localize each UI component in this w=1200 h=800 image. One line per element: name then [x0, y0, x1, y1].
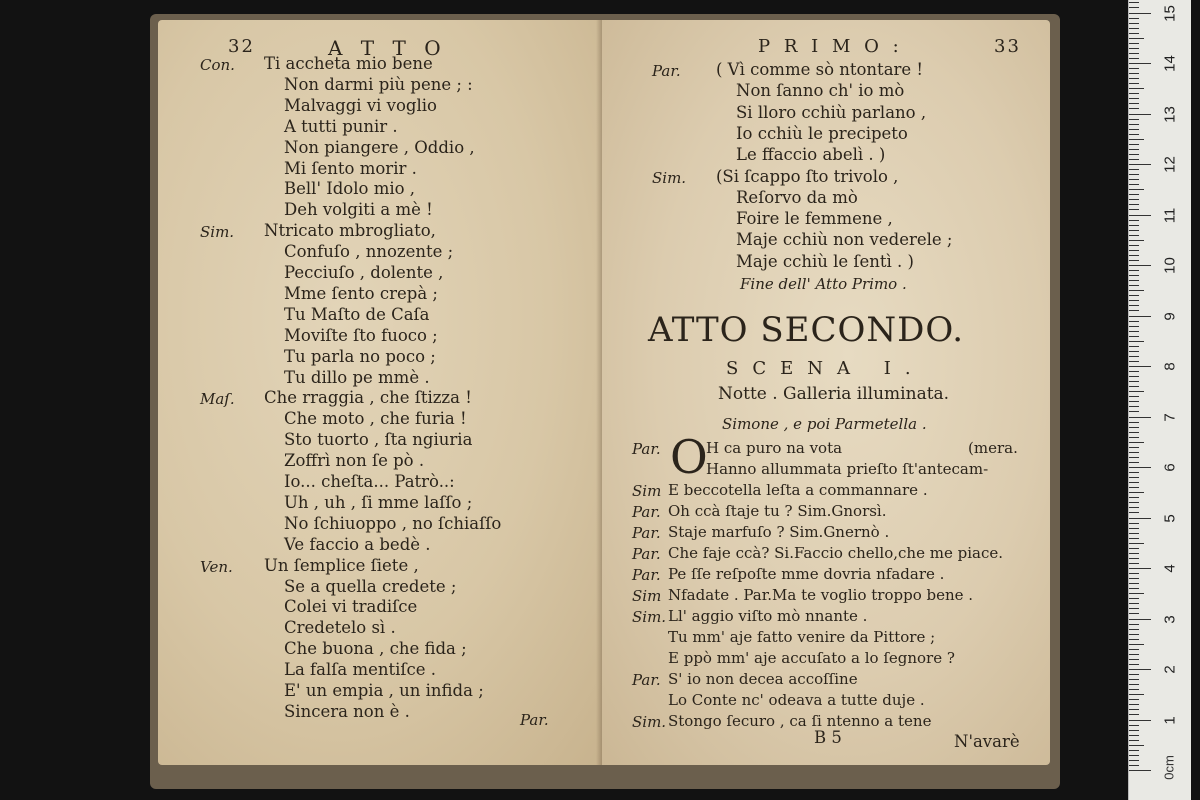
ruler-tick: [1129, 139, 1144, 140]
ruler-tick: [1129, 336, 1139, 337]
ruler-tick: [1129, 154, 1139, 155]
running-head: A T T O: [328, 36, 447, 60]
verse-line: Ntricato mbrogliato,: [264, 221, 436, 241]
ruler-tick: [1129, 679, 1139, 680]
ruler-tick: [1129, 215, 1151, 216]
verse-line: Non ſanno ch' io mò: [736, 81, 905, 101]
prose-line: H ca puro na vota: [706, 439, 843, 457]
ruler-tick: [1129, 442, 1144, 443]
ruler-tick: [1129, 477, 1139, 478]
ruler-tick: [1129, 275, 1139, 276]
verse-line: Tu dillo pe mmè .: [284, 367, 430, 387]
ruler-tick: [1129, 300, 1139, 301]
ruler-tick: [1129, 144, 1139, 145]
speaker-label: Par.: [652, 62, 681, 80]
ruler-tick: [1129, 523, 1139, 524]
ruler-tick: [1129, 720, 1151, 721]
end-of-act-note: Fine dell' Atto Primo .: [740, 275, 907, 293]
ruler-tick: [1129, 735, 1139, 736]
speaker-label: Par.: [632, 671, 661, 689]
ruler-tick: [1129, 684, 1139, 685]
ruler-tick: [1129, 699, 1139, 700]
ruler-tick: [1129, 689, 1139, 690]
ruler-tick: [1129, 704, 1139, 705]
verse-line: Tu Maſto de Caſa: [284, 304, 430, 324]
ruler-number: 7: [1161, 412, 1179, 422]
verse-line: Moviſte ſto fuoco ;: [284, 325, 438, 345]
ruler-tick: [1129, 235, 1139, 236]
ruler-tick: [1129, 331, 1139, 332]
drop-cap: O: [670, 430, 708, 484]
verse-line: (Si ſcappo ſto trivolo ,: [716, 166, 899, 186]
ruler-tick: [1129, 709, 1139, 710]
ruler-number: 2: [1161, 665, 1179, 674]
speaker-label: Sim.: [632, 713, 667, 731]
verse-line: La falſa mentiſce .: [284, 660, 436, 680]
speaker-label: Par.: [632, 524, 661, 542]
ruler-tick: [1129, 179, 1139, 180]
verse-line: E' un empia , un infida ;: [284, 681, 484, 700]
ruler-tick: [1129, 83, 1139, 84]
verse-line: Sincera non è .: [284, 701, 410, 721]
ruler-tick: [1129, 482, 1139, 483]
ruler-tick: [1129, 543, 1144, 544]
speaker-label: Sim.: [632, 608, 667, 626]
ruler-tick: [1129, 381, 1139, 382]
ruler-unit: 0cm: [1161, 755, 1177, 780]
ruler-tick: [1129, 654, 1139, 655]
ruler-tick: [1129, 280, 1139, 281]
ruler-tick: [1129, 88, 1144, 89]
ruler-tick: [1129, 43, 1139, 44]
ruler-tick: [1129, 608, 1139, 609]
ruler-tick: [1129, 770, 1151, 771]
ruler-tick: [1129, 437, 1139, 438]
ruler-number: 11: [1161, 207, 1179, 223]
ruler-tick: [1129, 361, 1139, 362]
ruler-tick: [1129, 199, 1139, 200]
verse-line: ( Vì comme sò ntontare !: [716, 60, 924, 79]
scene-heading: SCENA I.: [726, 358, 925, 379]
prose-line: Pe ſſe reſpoſte mme dovria nfadare .: [668, 565, 945, 583]
ruler-tick: [1129, 326, 1139, 327]
verse-line: Zoffrì non ſe pò .: [284, 451, 425, 471]
ruler-tick: [1129, 209, 1139, 210]
ruler-tick: [1129, 755, 1139, 756]
ruler-tick: [1129, 164, 1151, 165]
ruler-tick: [1129, 7, 1139, 8]
ruler-tick: [1129, 124, 1139, 125]
verse-line: Foire le femmene ,: [736, 209, 893, 229]
ruler-tick: [1129, 573, 1139, 574]
speaker-label: Sim.: [200, 223, 235, 242]
ruler-number: 10: [1161, 257, 1179, 274]
page-number: 32: [228, 36, 255, 57]
ruler-tick: [1129, 629, 1139, 630]
ruler-tick: [1129, 93, 1139, 94]
right-page: [602, 20, 1050, 765]
ruler-number: 4: [1161, 564, 1179, 573]
ruler-tick: [1129, 765, 1139, 766]
speaker-label: Par.: [632, 545, 661, 563]
ruler-number: 8: [1161, 362, 1179, 371]
ruler-tick: [1129, 487, 1139, 488]
speaker-label: Maſ.: [200, 390, 235, 409]
ruler-tick: [1129, 497, 1139, 498]
verse-line: Un ſemplice ſiete ,: [264, 555, 419, 575]
verse-line: Bell' Idolo mio ,: [284, 179, 416, 199]
prose-line-continuation: (mera.: [968, 439, 1018, 457]
ruler-tick: [1129, 502, 1139, 503]
ruler-tick: [1129, 13, 1151, 14]
speaker-label: Sim.: [652, 168, 687, 187]
verse-line: Le ffaccio abelì . ): [736, 145, 886, 165]
ruler-tick: [1129, 129, 1139, 130]
ruler-tick: [1129, 624, 1139, 625]
ruler-tick: [1129, 745, 1144, 746]
ruler-tick: [1129, 225, 1139, 226]
ruler-tick: [1129, 563, 1139, 564]
ruler-tick: [1129, 376, 1139, 377]
ruler-tick: [1129, 184, 1139, 185]
ruler-tick: [1129, 467, 1151, 468]
ruler-tick: [1129, 619, 1151, 620]
ruler-number: 12: [1161, 156, 1179, 173]
prose-line: Hanno allummata prieſto ſt'antecam-: [706, 460, 989, 478]
verse-line: Se a quella credete ;: [284, 576, 457, 596]
verse-line: Che buona , che fida ;: [284, 639, 467, 659]
prose-line: Oh ccà ſtaje tu ? Sim.Gnorsì.: [668, 502, 887, 520]
ruler-tick: [1129, 674, 1139, 675]
ruler-tick: [1129, 558, 1139, 559]
ruler-tick: [1129, 33, 1139, 34]
ruler-tick: [1129, 664, 1139, 665]
speaker-label: Par.: [632, 503, 661, 521]
ruler-tick: [1129, 659, 1139, 660]
ruler-tick: [1129, 533, 1139, 534]
ruler-tick: [1129, 669, 1151, 670]
prose-line: E beccotella leſta a commannare .: [668, 481, 928, 499]
ruler-tick: [1129, 194, 1139, 195]
page-number: 33: [994, 36, 1021, 57]
verse-line: Mi ſento morir .: [284, 158, 417, 178]
verse-line: Ti accheta mio bene: [264, 54, 433, 73]
ruler-tick: [1129, 245, 1139, 246]
ruler-tick: [1129, 73, 1139, 74]
ruler-tick: [1129, 305, 1139, 306]
verse-line: Maje cchiù le ſentì . ): [736, 251, 914, 271]
verse-line: Che rraggia , che ſtizza !: [264, 388, 472, 408]
left-page: [158, 20, 610, 765]
ruler-tick: [1129, 406, 1139, 407]
ruler-tick: [1129, 255, 1139, 256]
ruler-tick: [1129, 18, 1139, 19]
ruler-tick: [1129, 98, 1139, 99]
ruler-tick: [1129, 417, 1151, 418]
ruler-tick: [1129, 472, 1139, 473]
ruler-tick: [1129, 366, 1151, 367]
verse-line: Reſorvo da mò: [736, 187, 858, 207]
ruler-tick: [1129, 462, 1139, 463]
ruler-tick: [1129, 457, 1139, 458]
ruler-tick: [1129, 108, 1139, 109]
ruler-tick: [1129, 174, 1139, 175]
ruler-tick: [1129, 644, 1144, 645]
ruler-tick: [1129, 341, 1144, 342]
ruler-tick: [1129, 310, 1139, 311]
ruler-tick: [1129, 159, 1139, 160]
ruler-tick: [1129, 316, 1151, 317]
ruler-tick: [1129, 371, 1139, 372]
ruler-tick: [1129, 598, 1139, 599]
ruler-number: 15: [1161, 4, 1179, 22]
ruler-tick: [1129, 351, 1139, 352]
ruler-tick: [1129, 134, 1139, 135]
ruler-tick: [1129, 250, 1139, 251]
prose-line: Tu mm' aje fatto venire da Pittore ;: [668, 628, 936, 646]
ruler-number: 1: [1161, 715, 1179, 725]
ruler-tick: [1129, 321, 1139, 322]
ruler-tick: [1129, 730, 1139, 731]
ruler-tick: [1129, 103, 1139, 104]
ruler-tick: [1129, 23, 1139, 24]
ruler-tick: [1129, 204, 1139, 205]
ruler-tick: [1129, 401, 1139, 402]
verse-line: Non darmi più pene ; :: [284, 74, 473, 94]
prose-line: Nfadate . Par.Ma te voglio troppo bene .: [668, 586, 974, 604]
ruler-tick: [1129, 427, 1139, 428]
scene-characters: Simone , e poi Parmetella .: [722, 415, 927, 433]
verse-line: Si lloro cchiù parlano ,: [736, 102, 927, 122]
verse-line: Pecciuſo , dolente ,: [284, 263, 444, 282]
ruler-tick: [1129, 760, 1139, 761]
ruler-tick: [1129, 518, 1151, 519]
verse-line: A tutti punir .: [284, 116, 398, 136]
ruler-tick: [1129, 53, 1139, 54]
ruler-tick: [1129, 189, 1144, 190]
verse-line: Io cchiù le precipeto: [736, 123, 908, 143]
prose-line: Staje marfuſo ? Sim.Gnernò .: [668, 523, 890, 541]
ruler-tick: [1129, 265, 1151, 266]
ruler-tick: [1129, 548, 1139, 549]
verse-line: Credetelo sì .: [284, 618, 396, 638]
catchword: N'avarè: [954, 732, 1020, 751]
prose-line: Stongo ſecuro , ca ſi ntenno a tene: [668, 712, 932, 730]
ruler-tick: [1129, 290, 1144, 291]
ruler-tick: [1129, 603, 1139, 604]
ruler-tick: [1129, 230, 1139, 231]
verse-line: Ve faccio a bedè .: [284, 534, 431, 554]
ruler-tick: [1129, 114, 1151, 115]
prose-line: Lo Conte nc' odeava a tutte duje .: [668, 691, 925, 709]
verse-line: Mme ſento crepà ;: [284, 283, 438, 303]
prose-line: Ll' aggio viſto mò nnante .: [668, 607, 868, 625]
ruler-tick: [1129, 285, 1139, 286]
ruler-tick: [1129, 714, 1139, 715]
ruler-number: 6: [1161, 463, 1179, 472]
ruler-tick: [1129, 634, 1139, 635]
verse-line: Confuſo , nnozente ;: [284, 242, 454, 262]
ruler-number: 5: [1161, 513, 1179, 523]
ruler-tick: [1129, 28, 1139, 29]
verse-line: No ſchiuoppo , no ſchiaſſo: [284, 513, 502, 533]
ruler-tick: [1129, 578, 1139, 579]
ruler-tick: [1129, 386, 1139, 387]
ruler-tick: [1129, 58, 1139, 59]
ruler-tick: [1129, 356, 1139, 357]
scene-setting: Notte . Galleria illuminata.: [718, 384, 950, 404]
prose-line: S' io non decea accoſſine: [668, 670, 858, 688]
ruler-number: 9: [1161, 311, 1179, 321]
speaker-label: Con.: [200, 56, 235, 74]
ruler-tick: [1129, 568, 1151, 569]
ruler-tick: [1129, 528, 1139, 529]
verse-line: Che moto , che furia !: [284, 409, 467, 429]
speaker-label: Sim: [632, 587, 662, 605]
speaker-label: Ven.: [200, 557, 233, 576]
ruler-tick: [1129, 78, 1139, 79]
verse-line: Maje cchiù non vederele ;: [736, 230, 953, 250]
ruler-tick: [1129, 119, 1139, 120]
ruler-tick: [1129, 507, 1139, 508]
ruler-tick: [1129, 447, 1139, 448]
ruler-tick: [1129, 583, 1139, 584]
ruler-tick: [1129, 169, 1139, 170]
verse-line: Io... cheſta... Patrò..:: [284, 472, 455, 491]
ruler-tick: [1129, 391, 1144, 392]
ruler-tick: [1129, 149, 1139, 150]
prose-line: Che faje ccà? Si.Faccio chello,che me piace.: [668, 544, 1003, 562]
ruler-tick: [1129, 422, 1139, 423]
ruler-tick: [1129, 538, 1139, 539]
verse-line: Tu parla no poco ;: [284, 346, 436, 366]
measurement-ruler: [1128, 0, 1191, 800]
verse-line: Colei vi tradiſce: [284, 597, 418, 617]
ruler-tick: [1129, 613, 1139, 614]
running-head: P R I M O :: [758, 36, 903, 57]
ruler-tick: [1129, 270, 1139, 271]
verse-line: Sto tuorto , ſta ngiuria: [284, 430, 473, 450]
ruler-tick: [1129, 38, 1144, 39]
ruler-tick: [1129, 725, 1139, 726]
ruler-tick: [1129, 512, 1139, 513]
ruler-tick: [1129, 346, 1139, 347]
ruler-tick: [1129, 68, 1139, 69]
ruler-tick: [1129, 220, 1139, 221]
ruler-tick: [1129, 452, 1139, 453]
ruler-tick: [1129, 588, 1139, 589]
ruler-tick: [1129, 396, 1139, 397]
ruler-tick: [1129, 295, 1139, 296]
ruler-tick: [1129, 48, 1139, 49]
ruler-tick: [1129, 694, 1144, 695]
prose-line: E ppò mm' aje accuſato a lo ſegnore ?: [668, 649, 955, 667]
speaker-label: Par.: [632, 566, 661, 584]
ruler-tick: [1129, 553, 1139, 554]
ruler-tick: [1129, 432, 1139, 433]
verse-line: Non piangere , Oddio ,: [284, 137, 475, 157]
ruler-tick: [1129, 240, 1144, 241]
ruler-tick: [1129, 411, 1139, 412]
ruler-tick: [1129, 593, 1144, 594]
act-title: ATTO SECONDO.: [648, 310, 965, 350]
ruler-number: 13: [1161, 105, 1179, 123]
ruler-number: 3: [1161, 614, 1179, 624]
speaker-label: Sim: [632, 482, 662, 500]
ruler-tick: [1129, 260, 1139, 261]
ruler-tick: [1129, 639, 1139, 640]
ruler-tick: [1129, 2, 1139, 3]
ruler-number: 14: [1161, 55, 1179, 72]
ruler-tick: [1129, 750, 1139, 751]
ruler-tick: [1129, 63, 1151, 64]
ruler-tick: [1129, 492, 1144, 493]
signature-mark: B 5: [814, 728, 842, 747]
speaker-label: Par.: [632, 440, 661, 458]
ruler-tick: [1129, 740, 1139, 741]
catchword: Par.: [520, 711, 549, 729]
verse-line: Malvaggi vi voglio: [284, 95, 437, 115]
ruler-tick: [1129, 649, 1139, 650]
verse-line: Deh volgiti a mè !: [284, 200, 433, 220]
verse-line: Uh , uh , ſi mme laſſo ;: [284, 492, 473, 512]
